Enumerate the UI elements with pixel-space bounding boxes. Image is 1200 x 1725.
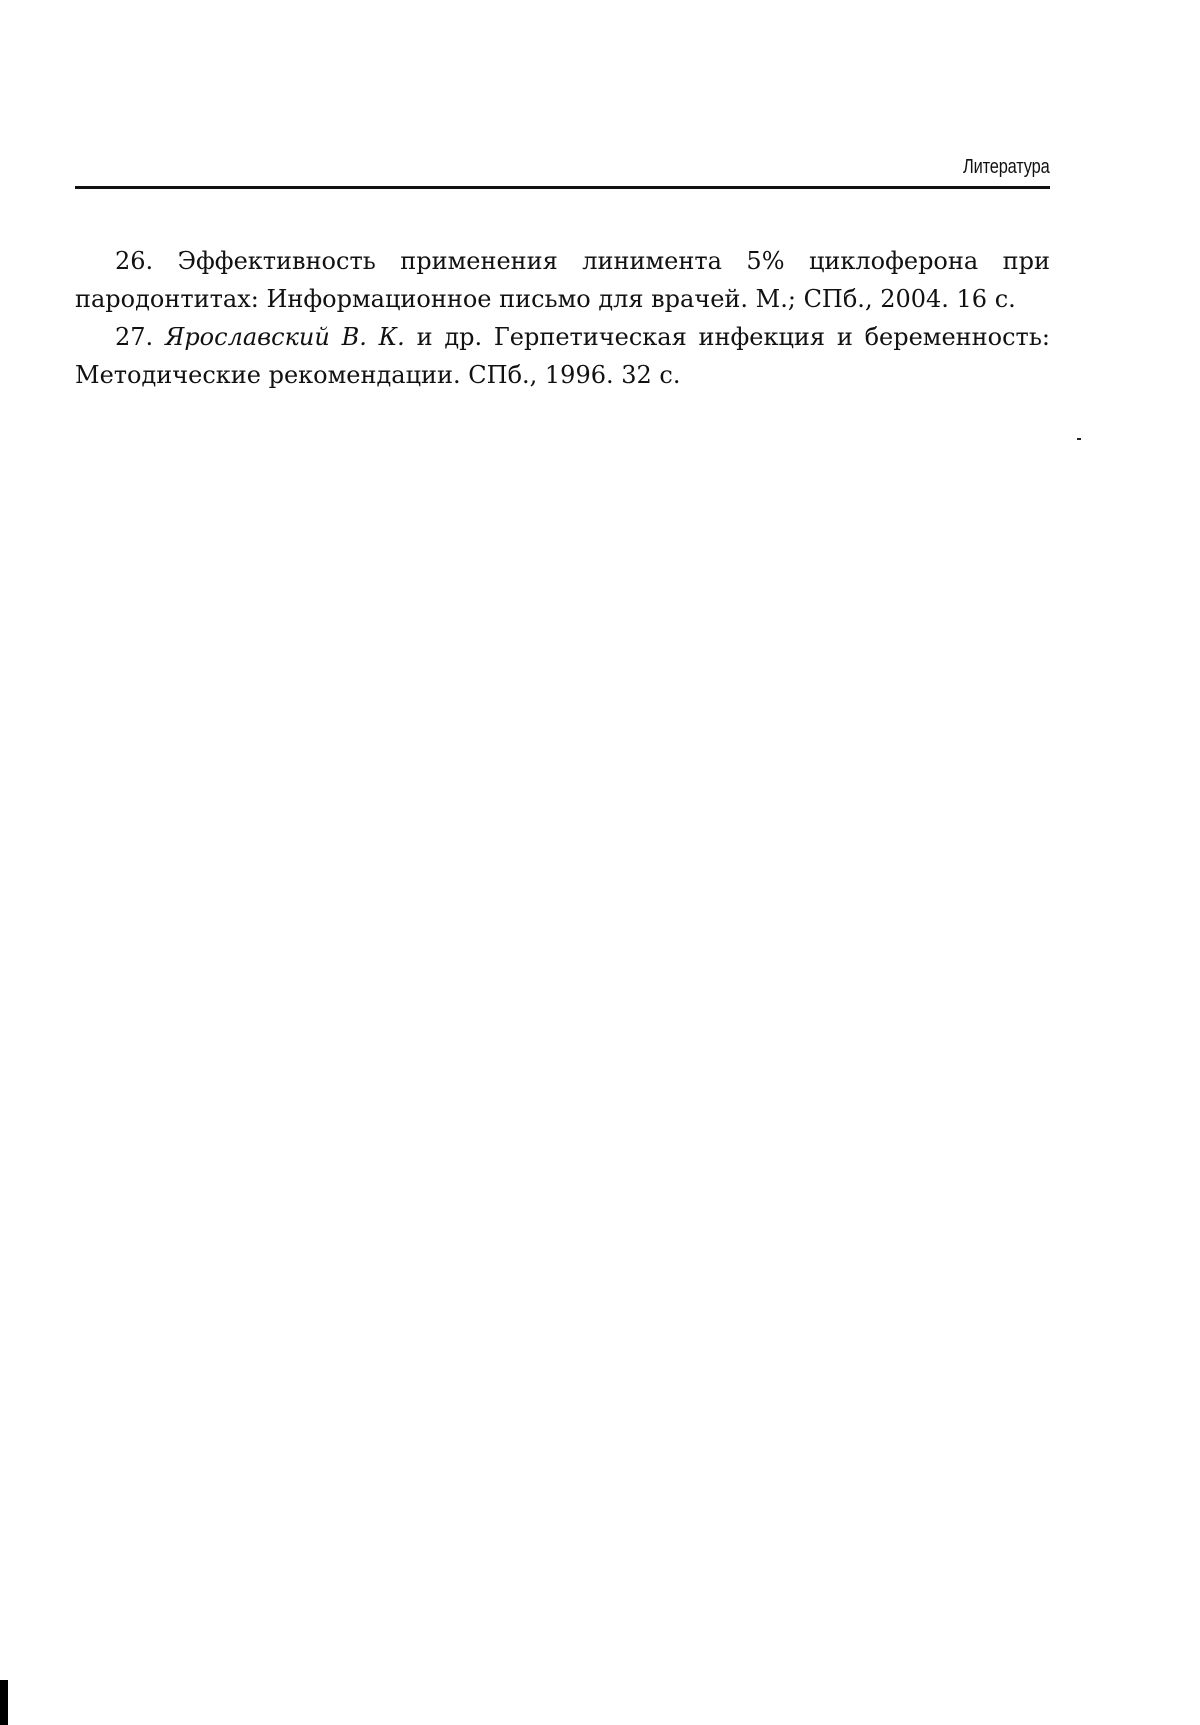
reference-item [75, 318, 1050, 394]
running-head: Литература [963, 156, 1050, 178]
scan-speck [1077, 438, 1081, 440]
reference-number: 26. [115, 247, 154, 275]
reference-number: 27. [115, 323, 154, 351]
reference-authors: Ярославский В. К. [164, 323, 405, 351]
header-rule [75, 186, 1050, 189]
scan-edge-mark [0, 1680, 8, 1725]
reference-text: и др. Герпетическая инфекция и беременность: Методические рекомендации. СПб., 1996. 32 с. [75, 323, 1050, 389]
reference-list [75, 242, 1050, 394]
page-header [75, 150, 1050, 190]
reference-text: Эффективность применения линимента 5% циклоферона при пародонтитах: Информационное письмо для врачей. М.; СПб., 2004. 16 с. [75, 247, 1050, 313]
reference-item [75, 242, 1050, 318]
